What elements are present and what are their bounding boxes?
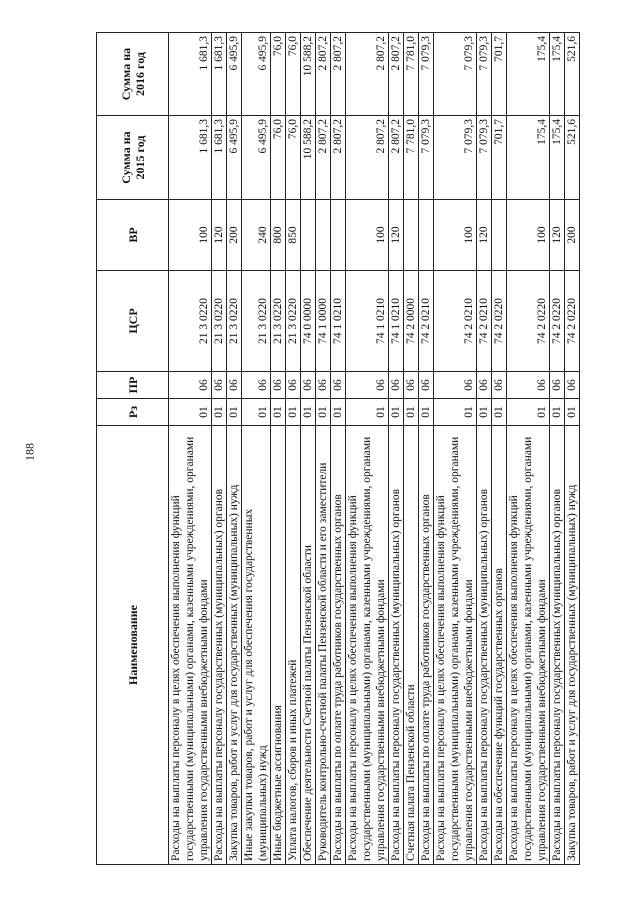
table-row	[565, 33, 580, 865]
cell-vr: 200	[227, 200, 242, 271]
cell-csr: 74 2 0000	[404, 271, 419, 372]
cell-csr: 74 2 0210	[477, 271, 492, 372]
cell-vr: 100	[434, 200, 477, 271]
cell-pr: 06	[212, 372, 227, 399]
cell-csr: 74 0 0000	[301, 271, 316, 372]
cell-rz: 01	[212, 399, 227, 426]
cell-csr: 74 2 0220	[507, 271, 550, 372]
cell-sum-2016: 6 495,9	[242, 33, 271, 116]
rotated-table-container	[96, 33, 578, 865]
cell-vr: 120	[550, 200, 565, 271]
cell-csr: 74 1 0000	[316, 271, 331, 372]
table-row	[271, 33, 286, 865]
cell-csr: 21 3 0220	[169, 271, 212, 372]
cell-name: Иные закупки товаров, работ и услуг для обеспечения государственных (муниципальных) нужд	[242, 426, 271, 865]
cell-vr: 120	[212, 200, 227, 271]
cell-sum-2015: 76,0	[271, 116, 286, 200]
table-row	[242, 33, 271, 865]
cell-sum-2016: 76,0	[271, 33, 286, 116]
table-header	[97, 33, 169, 865]
cell-csr: 74 2 0210	[419, 271, 434, 372]
cell-pr: 06	[301, 372, 316, 399]
cell-vr	[301, 200, 316, 271]
cell-vr	[316, 200, 331, 271]
cell-sum-2015: 2 807,2	[316, 116, 331, 200]
cell-csr: 21 3 0220	[242, 271, 271, 372]
cell-rz: 01	[492, 399, 507, 426]
cell-name: Иные бюджетные ассигнования	[271, 426, 286, 865]
cell-name: Уплата налогов, сборов и иных платежей	[286, 426, 301, 865]
cell-sum-2016: 2 807,2	[316, 33, 331, 116]
cell-sum-2015: 10 588,2	[301, 116, 316, 200]
table-row	[301, 33, 316, 865]
cell-rz: 01	[434, 399, 477, 426]
cell-sum-2016: 7 079,3	[477, 33, 492, 116]
cell-pr: 06	[389, 372, 404, 399]
cell-sum-2015: 175,4	[507, 116, 550, 200]
header-row	[97, 33, 169, 865]
table-row	[331, 33, 346, 865]
cell-name: Закупка товаров, работ и услуг для государственных (муниципальных) нужд	[565, 426, 580, 865]
cell-pr: 06	[550, 372, 565, 399]
cell-name: Расходы на обеспечение функций государственных органов	[492, 426, 507, 865]
cell-rz: 01	[227, 399, 242, 426]
cell-rz: 01	[242, 399, 271, 426]
cell-pr: 06	[492, 372, 507, 399]
cell-pr: 06	[331, 372, 346, 399]
cell-csr: 21 3 0220	[227, 271, 242, 372]
table-body	[169, 33, 580, 865]
cell-pr: 06	[346, 372, 389, 399]
cell-vr: 240	[242, 200, 271, 271]
cell-sum-2016: 1 681,3	[169, 33, 212, 116]
cell-name: Расходы на выплаты по оплате труда работников государственных органов	[331, 426, 346, 865]
cell-vr	[419, 200, 434, 271]
header-sum-2015: Сумма на 2015 год	[97, 116, 169, 200]
cell-sum-2015: 6 495,9	[227, 116, 242, 200]
cell-sum-2016: 521,6	[565, 33, 580, 116]
cell-rz: 01	[286, 399, 301, 426]
cell-vr: 850	[286, 200, 301, 271]
cell-vr	[492, 200, 507, 271]
cell-pr: 06	[286, 372, 301, 399]
cell-rz: 01	[169, 399, 212, 426]
cell-pr: 06	[227, 372, 242, 399]
table-row	[212, 33, 227, 865]
cell-csr: 74 1 0210	[389, 271, 404, 372]
cell-sum-2016: 2 807,2	[389, 33, 404, 116]
cell-sum-2015: 1 681,3	[169, 116, 212, 200]
cell-vr: 200	[565, 200, 580, 271]
cell-pr: 06	[404, 372, 419, 399]
cell-pr: 06	[271, 372, 286, 399]
cell-name: Расходы на выплаты персоналу государственных (муниципальных) органов	[389, 426, 404, 865]
cell-pr: 06	[316, 372, 331, 399]
header-name: Наименование	[97, 426, 169, 865]
cell-vr: 100	[346, 200, 389, 271]
table-row	[507, 33, 550, 865]
page-number: 188	[22, 443, 37, 461]
cell-rz: 01	[271, 399, 286, 426]
cell-sum-2016: 701,7	[492, 33, 507, 116]
cell-vr: 120	[389, 200, 404, 271]
cell-csr: 74 2 0220	[550, 271, 565, 372]
cell-name: Расходы на выплаты по оплате труда работников государственных органов	[419, 426, 434, 865]
cell-sum-2016: 1 681,3	[212, 33, 227, 116]
cell-csr: 74 2 0220	[565, 271, 580, 372]
cell-name: Руководитель контрольно-счетной палаты Пензенской области и его заместители	[316, 426, 331, 865]
cell-sum-2016: 7 079,3	[434, 33, 477, 116]
cell-csr: 21 3 0220	[212, 271, 227, 372]
cell-sum-2016: 7 781,0	[404, 33, 419, 116]
cell-sum-2016: 2 807,2	[346, 33, 389, 116]
cell-sum-2015: 701,7	[492, 116, 507, 200]
table-row	[346, 33, 389, 865]
cell-name: Счетная палата Пензенской области	[404, 426, 419, 865]
cell-vr: 100	[169, 200, 212, 271]
cell-rz: 01	[331, 399, 346, 426]
cell-sum-2015: 7 781,0	[404, 116, 419, 200]
cell-csr: 74 1 0210	[346, 271, 389, 372]
cell-vr	[404, 200, 419, 271]
cell-sum-2015: 6 495,9	[242, 116, 271, 200]
cell-name: Обеспечение деятельности Счетной палаты Пензенской области	[301, 426, 316, 865]
cell-sum-2016: 10 588,2	[301, 33, 316, 116]
cell-rz: 01	[477, 399, 492, 426]
header-csr: ЦСР	[97, 271, 169, 372]
cell-rz: 01	[507, 399, 550, 426]
cell-name: Расходы на выплаты персоналу в целях обеспечения выполнения функций государственными (муниципальными) органами, казенными учреждениями, органами управления государственными внебюджетными фондами	[507, 426, 550, 865]
cell-sum-2016: 175,4	[550, 33, 565, 116]
cell-csr: 74 1 0210	[331, 271, 346, 372]
cell-sum-2015: 175,4	[550, 116, 565, 200]
cell-pr: 06	[242, 372, 271, 399]
header-pr: ПР	[97, 372, 169, 399]
cell-rz: 01	[565, 399, 580, 426]
cell-rz: 01	[301, 399, 316, 426]
cell-vr: 800	[271, 200, 286, 271]
cell-pr: 06	[477, 372, 492, 399]
cell-sum-2016: 6 495,9	[227, 33, 242, 116]
header-sum-2016: Сумма на 2016 год	[97, 33, 169, 116]
cell-sum-2016: 76,0	[286, 33, 301, 116]
budget-table	[96, 32, 580, 865]
cell-vr	[331, 200, 346, 271]
cell-csr: 74 2 0210	[434, 271, 477, 372]
cell-rz: 01	[346, 399, 389, 426]
cell-sum-2015: 2 807,2	[389, 116, 404, 200]
cell-name: Расходы на выплаты персоналу государственных (муниципальных) органов	[550, 426, 565, 865]
cell-pr: 06	[169, 372, 212, 399]
table-row	[404, 33, 419, 865]
cell-sum-2015: 7 079,3	[477, 116, 492, 200]
table-row	[227, 33, 242, 865]
cell-pr: 06	[507, 372, 550, 399]
header-vr: ВР	[97, 200, 169, 271]
cell-name: Расходы на выплаты персоналу государственных (муниципальных) органов	[212, 426, 227, 865]
table-row	[316, 33, 331, 865]
cell-vr: 120	[477, 200, 492, 271]
cell-csr: 21 3 0220	[271, 271, 286, 372]
table-row	[389, 33, 404, 865]
cell-csr: 21 3 0220	[286, 271, 301, 372]
cell-rz: 01	[404, 399, 419, 426]
cell-sum-2015: 521,6	[565, 116, 580, 200]
cell-name: Расходы на выплаты персоналу в целях обеспечения выполнения функций государственными (муниципальными) органами, казенными учреждениями, органами управления государственными внебюджетными фондами	[169, 426, 212, 865]
cell-sum-2015: 2 807,2	[331, 116, 346, 200]
cell-sum-2015: 7 079,3	[434, 116, 477, 200]
cell-sum-2016: 7 079,3	[419, 33, 434, 116]
cell-sum-2016: 2 807,2	[331, 33, 346, 116]
table-row	[419, 33, 434, 865]
cell-sum-2015: 76,0	[286, 116, 301, 200]
cell-name: Расходы на выплаты персоналу государственных (муниципальных) органов	[477, 426, 492, 865]
cell-vr: 100	[507, 200, 550, 271]
table-row	[169, 33, 212, 865]
cell-rz: 01	[389, 399, 404, 426]
cell-rz: 01	[550, 399, 565, 426]
cell-rz: 01	[419, 399, 434, 426]
cell-name: Расходы на выплаты персоналу в целях обеспечения выполнения функций государственными (муниципальными) органами, казенными учреждениями, органами управления государственными внебюджетными фондами	[434, 426, 477, 865]
header-rz: Рз	[97, 399, 169, 426]
table-row	[550, 33, 565, 865]
cell-pr: 06	[434, 372, 477, 399]
cell-name: Закупка товаров, работ и услуг для государственных (муниципальных) нужд	[227, 426, 242, 865]
cell-sum-2015: 7 079,3	[419, 116, 434, 200]
cell-pr: 06	[419, 372, 434, 399]
cell-sum-2016: 175,4	[507, 33, 550, 116]
rotated-table	[96, 33, 578, 865]
cell-name: Расходы на выплаты персоналу в целях обеспечения выполнения функций государственными (муниципальными) органами, казенными учреждениями, органами управления государственными внебюджетными фондами	[346, 426, 389, 865]
cell-sum-2015: 1 681,3	[212, 116, 227, 200]
table-row	[492, 33, 507, 865]
cell-csr: 74 2 0220	[492, 271, 507, 372]
table-row	[286, 33, 301, 865]
cell-sum-2015: 2 807,2	[346, 116, 389, 200]
cell-rz: 01	[316, 399, 331, 426]
table-row	[434, 33, 477, 865]
table-row	[477, 33, 492, 865]
cell-pr: 06	[565, 372, 580, 399]
